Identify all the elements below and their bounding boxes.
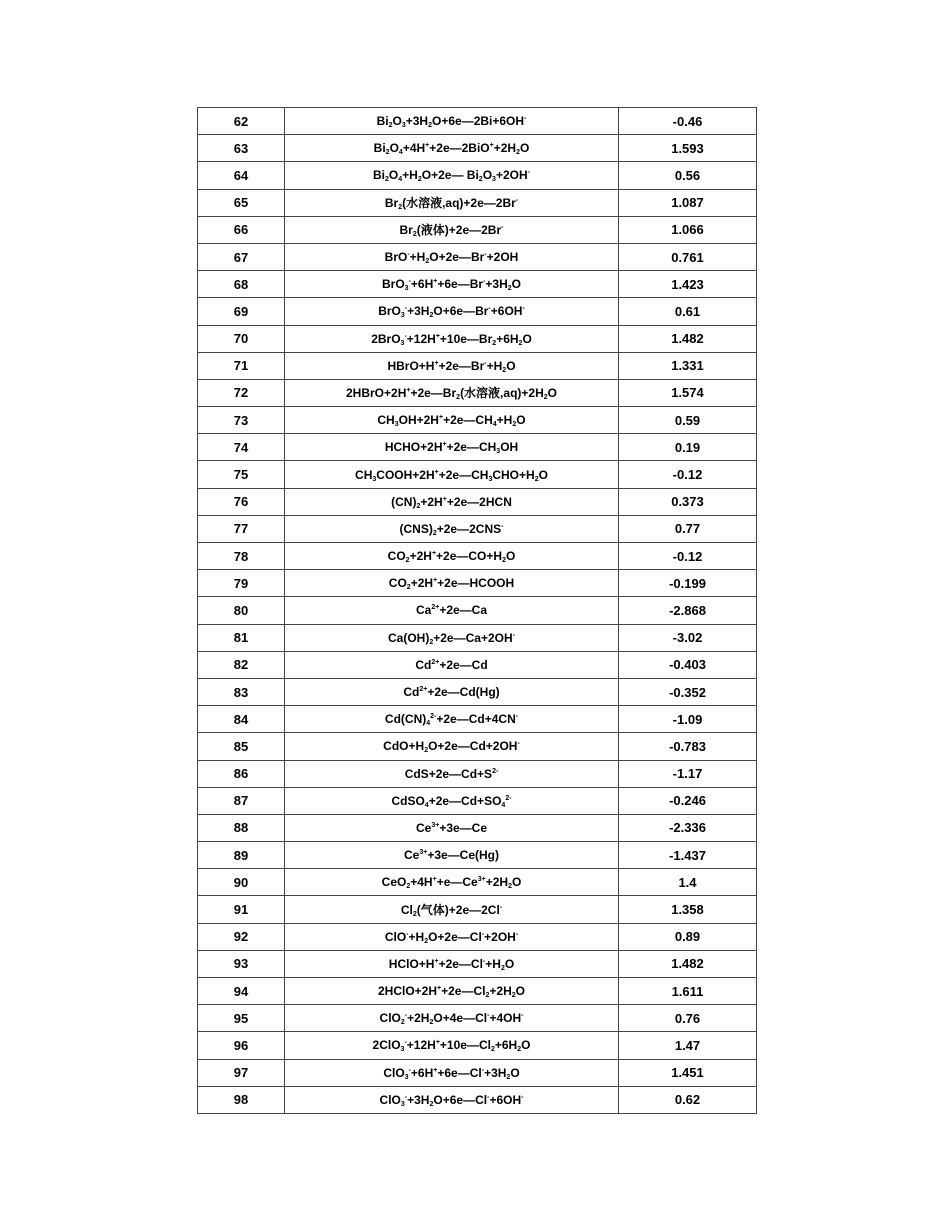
electrode-potential: -1.437 bbox=[619, 842, 757, 869]
row-number: 70 bbox=[198, 325, 285, 352]
row-number: 65 bbox=[198, 189, 285, 216]
row-number: 67 bbox=[198, 243, 285, 270]
electrode-potential: -1.09 bbox=[619, 706, 757, 733]
half-reaction: $ClO_3^-+3H_2O+6e—Cl^-+6OH^-$ bbox=[285, 1086, 619, 1113]
row-number: 80 bbox=[198, 597, 285, 624]
row-number: 89 bbox=[198, 842, 285, 869]
table-row bbox=[198, 189, 757, 216]
electrode-potential: 0.56 bbox=[619, 162, 757, 189]
table-row bbox=[198, 651, 757, 678]
electrode-potential: -2.336 bbox=[619, 814, 757, 841]
table-row bbox=[198, 488, 757, 515]
half-reaction: $CO_2+2H^++2e—CO+H_2O$ bbox=[285, 543, 619, 570]
electrode-potential: -3.02 bbox=[619, 624, 757, 651]
row-number: 64 bbox=[198, 162, 285, 189]
table-row bbox=[198, 842, 757, 869]
table-row bbox=[198, 760, 757, 787]
row-number: 66 bbox=[198, 216, 285, 243]
electrode-potential: 0.373 bbox=[619, 488, 757, 515]
half-reaction: $BrO^-+H_2O+2e—Br^-+2OH$ bbox=[285, 243, 619, 270]
row-number: 73 bbox=[198, 407, 285, 434]
half-reaction: $Ca(OH)_2+2e—Ca+2OH^-$ bbox=[285, 624, 619, 651]
table-row bbox=[198, 896, 757, 923]
row-number: 87 bbox=[198, 787, 285, 814]
electrode-potential: -1.17 bbox=[619, 760, 757, 787]
half-reaction: $2BrO_3^-+12H^++10e—Br_2+6H_2O$ bbox=[285, 325, 619, 352]
row-number: 97 bbox=[198, 1059, 285, 1086]
electrode-potential: 1.593 bbox=[619, 135, 757, 162]
half-reaction: $Ce^{3+}+3e—Ce(Hg)$ bbox=[285, 842, 619, 869]
potential-table bbox=[197, 107, 757, 1114]
row-number: 78 bbox=[198, 543, 285, 570]
row-number: 72 bbox=[198, 379, 285, 406]
electrode-potential: -0.246 bbox=[619, 787, 757, 814]
table-row bbox=[198, 543, 757, 570]
electrode-potential: 0.62 bbox=[619, 1086, 757, 1113]
row-number: 85 bbox=[198, 733, 285, 760]
half-reaction: $Bi_2O_4+4H^++2e—2BiO^++2H_2O$ bbox=[285, 135, 619, 162]
row-number: 63 bbox=[198, 135, 285, 162]
half-reaction: $ClO_3^-+6H^++6e—Cl^-+3H_2O$ bbox=[285, 1059, 619, 1086]
half-reaction: $CdS+2e—Cd+S^{2-}$ bbox=[285, 760, 619, 787]
electrode-potential: 0.761 bbox=[619, 243, 757, 270]
row-number: 82 bbox=[198, 651, 285, 678]
half-reaction: $CeO_2+4H^++e—Ce^{3+}+2H_2O$ bbox=[285, 869, 619, 896]
half-reaction: $Bi_2O_3+3H_2O+6e—2Bi+6OH^-$ bbox=[285, 108, 619, 135]
half-reaction: $CH_3COOH+2H^++2e—CH_3CHO+H_2O$ bbox=[285, 461, 619, 488]
table-row bbox=[198, 407, 757, 434]
half-reaction: $HClO+H^++2e—Cl^-+H_2O$ bbox=[285, 950, 619, 977]
table-row bbox=[198, 1059, 757, 1086]
electrode-potential: -0.199 bbox=[619, 570, 757, 597]
row-number: 94 bbox=[198, 978, 285, 1005]
electrode-potential: 0.76 bbox=[619, 1005, 757, 1032]
table-row bbox=[198, 624, 757, 651]
table-row bbox=[198, 325, 757, 352]
row-number: 81 bbox=[198, 624, 285, 651]
half-reaction: $CH_3OH+2H^++2e—CH_4+H_2O$ bbox=[285, 407, 619, 434]
table-row bbox=[198, 515, 757, 542]
electrode-potential: -0.12 bbox=[619, 543, 757, 570]
row-number: 69 bbox=[198, 298, 285, 325]
half-reaction: $HCHO+2H^++2e—CH_3OH$ bbox=[285, 434, 619, 461]
electrode-potential: 0.61 bbox=[619, 298, 757, 325]
electrode-potential: -0.352 bbox=[619, 678, 757, 705]
row-number: 79 bbox=[198, 570, 285, 597]
half-reaction: $2ClO_3^-+12H^++10e—Cl_2+6H_2O$ bbox=[285, 1032, 619, 1059]
table-row bbox=[198, 271, 757, 298]
table-row bbox=[198, 162, 757, 189]
half-reaction: $CdO+H_2O+2e—Cd+2OH^-$ bbox=[285, 733, 619, 760]
table-row bbox=[198, 216, 757, 243]
electrode-potential: 1.331 bbox=[619, 352, 757, 379]
electrode-potential: 0.59 bbox=[619, 407, 757, 434]
electrode-potential: 1.066 bbox=[619, 216, 757, 243]
half-reaction: $Cd(CN)_4^{2-}+2e—Cd+4CN^-$ bbox=[285, 706, 619, 733]
table-row bbox=[198, 706, 757, 733]
row-number: 75 bbox=[198, 461, 285, 488]
electrode-potential: 1.482 bbox=[619, 950, 757, 977]
table-row bbox=[198, 1032, 757, 1059]
row-number: 93 bbox=[198, 950, 285, 977]
table-row bbox=[198, 787, 757, 814]
half-reaction: $ClO_2^-+2H_2O+4e—Cl^-+4OH^-$ bbox=[285, 1005, 619, 1032]
table-row bbox=[198, 869, 757, 896]
row-number: 86 bbox=[198, 760, 285, 787]
table-row bbox=[198, 379, 757, 406]
electrode-potential: 1.47 bbox=[619, 1032, 757, 1059]
electrode-potential: -0.403 bbox=[619, 651, 757, 678]
half-reaction: $Ce^{3+}+3e—Ce$ bbox=[285, 814, 619, 841]
table-row bbox=[198, 298, 757, 325]
electrode-potential: 1.358 bbox=[619, 896, 757, 923]
half-reaction: $Ca^{2+}+2e—Ca$ bbox=[285, 597, 619, 624]
table-row bbox=[198, 733, 757, 760]
electrode-potential: 1.451 bbox=[619, 1059, 757, 1086]
row-number: 88 bbox=[198, 814, 285, 841]
half-reaction: $Br_2$(液体)+2e—2Br- bbox=[285, 216, 619, 243]
row-number: 71 bbox=[198, 352, 285, 379]
row-number: 91 bbox=[198, 896, 285, 923]
electrode-potential: 1.611 bbox=[619, 978, 757, 1005]
half-reaction: $Bi_2O_4+H_2O+2e—$ $Bi_2O_3+2OH^-$ bbox=[285, 162, 619, 189]
half-reaction: $Cd^{2+}+2e—Cd$ bbox=[285, 651, 619, 678]
row-number: 96 bbox=[198, 1032, 285, 1059]
electrode-potential: 1.4 bbox=[619, 869, 757, 896]
half-reaction: $HBrO+H^++2e—Br^-+H_2O$ bbox=[285, 352, 619, 379]
row-number: 95 bbox=[198, 1005, 285, 1032]
half-reaction: $(CN)_2+2H^++2e—2HCN$ bbox=[285, 488, 619, 515]
half-reaction: $ClO^-+H_2O+2e—Cl^-+2OH^-$ bbox=[285, 923, 619, 950]
electrode-potential: -0.783 bbox=[619, 733, 757, 760]
electrode-potential: -0.46 bbox=[619, 108, 757, 135]
electrode-potential: 1.423 bbox=[619, 271, 757, 298]
table-row bbox=[198, 814, 757, 841]
electrode-potential: 1.087 bbox=[619, 189, 757, 216]
table-row bbox=[198, 597, 757, 624]
electrode-potential: 0.77 bbox=[619, 515, 757, 542]
half-reaction: $(CNS)_2+2e—2CNS^-$ bbox=[285, 515, 619, 542]
row-number: 83 bbox=[198, 678, 285, 705]
half-reaction: $Cl_2$(气体)+2e—2Cl- bbox=[285, 896, 619, 923]
table-row bbox=[198, 1005, 757, 1032]
table-row bbox=[198, 434, 757, 461]
row-number: 74 bbox=[198, 434, 285, 461]
row-number: 62 bbox=[198, 108, 285, 135]
half-reaction: $2HBrO+2H^++2e—Br_2$(水溶液$,aq)+2H_2O$ bbox=[285, 379, 619, 406]
row-number: 76 bbox=[198, 488, 285, 515]
row-number: 77 bbox=[198, 515, 285, 542]
half-reaction: $BrO_3^-+6H^++6e—Br^-+3H_2O$ bbox=[285, 271, 619, 298]
table-row bbox=[198, 461, 757, 488]
row-number: 68 bbox=[198, 271, 285, 298]
half-reaction: $BrO_3^-+3H_2O+6e—Br^-+6OH^-$ bbox=[285, 298, 619, 325]
half-reaction: $CO_2+2H^++2e—HCOOH$ bbox=[285, 570, 619, 597]
table-row bbox=[198, 678, 757, 705]
electrode-potential: 0.89 bbox=[619, 923, 757, 950]
potential-table-body bbox=[198, 108, 757, 1114]
row-number: 98 bbox=[198, 1086, 285, 1113]
electrode-potential: 1.574 bbox=[619, 379, 757, 406]
electrode-potential: -0.12 bbox=[619, 461, 757, 488]
table-row bbox=[198, 243, 757, 270]
row-number: 84 bbox=[198, 706, 285, 733]
electrode-potential: 0.19 bbox=[619, 434, 757, 461]
table-row bbox=[198, 352, 757, 379]
electrode-potential: 1.482 bbox=[619, 325, 757, 352]
table-row bbox=[198, 950, 757, 977]
table-row bbox=[198, 135, 757, 162]
electrode-potential: -2.868 bbox=[619, 597, 757, 624]
half-reaction: $Cd^{2+}+2e—Cd(Hg)$ bbox=[285, 678, 619, 705]
table-row bbox=[198, 923, 757, 950]
row-number: 92 bbox=[198, 923, 285, 950]
table-row bbox=[198, 978, 757, 1005]
table-row bbox=[198, 570, 757, 597]
half-reaction: $2HClO+2H^++2e—Cl_2+2H_2O$ bbox=[285, 978, 619, 1005]
row-number: 90 bbox=[198, 869, 285, 896]
half-reaction: $Br_2$(水溶液,aq)+2e—2Br- bbox=[285, 189, 619, 216]
table-row bbox=[198, 108, 757, 135]
half-reaction: $CdSO_4+2e—Cd+SO_4^{2-}$ bbox=[285, 787, 619, 814]
table-row bbox=[198, 1086, 757, 1113]
